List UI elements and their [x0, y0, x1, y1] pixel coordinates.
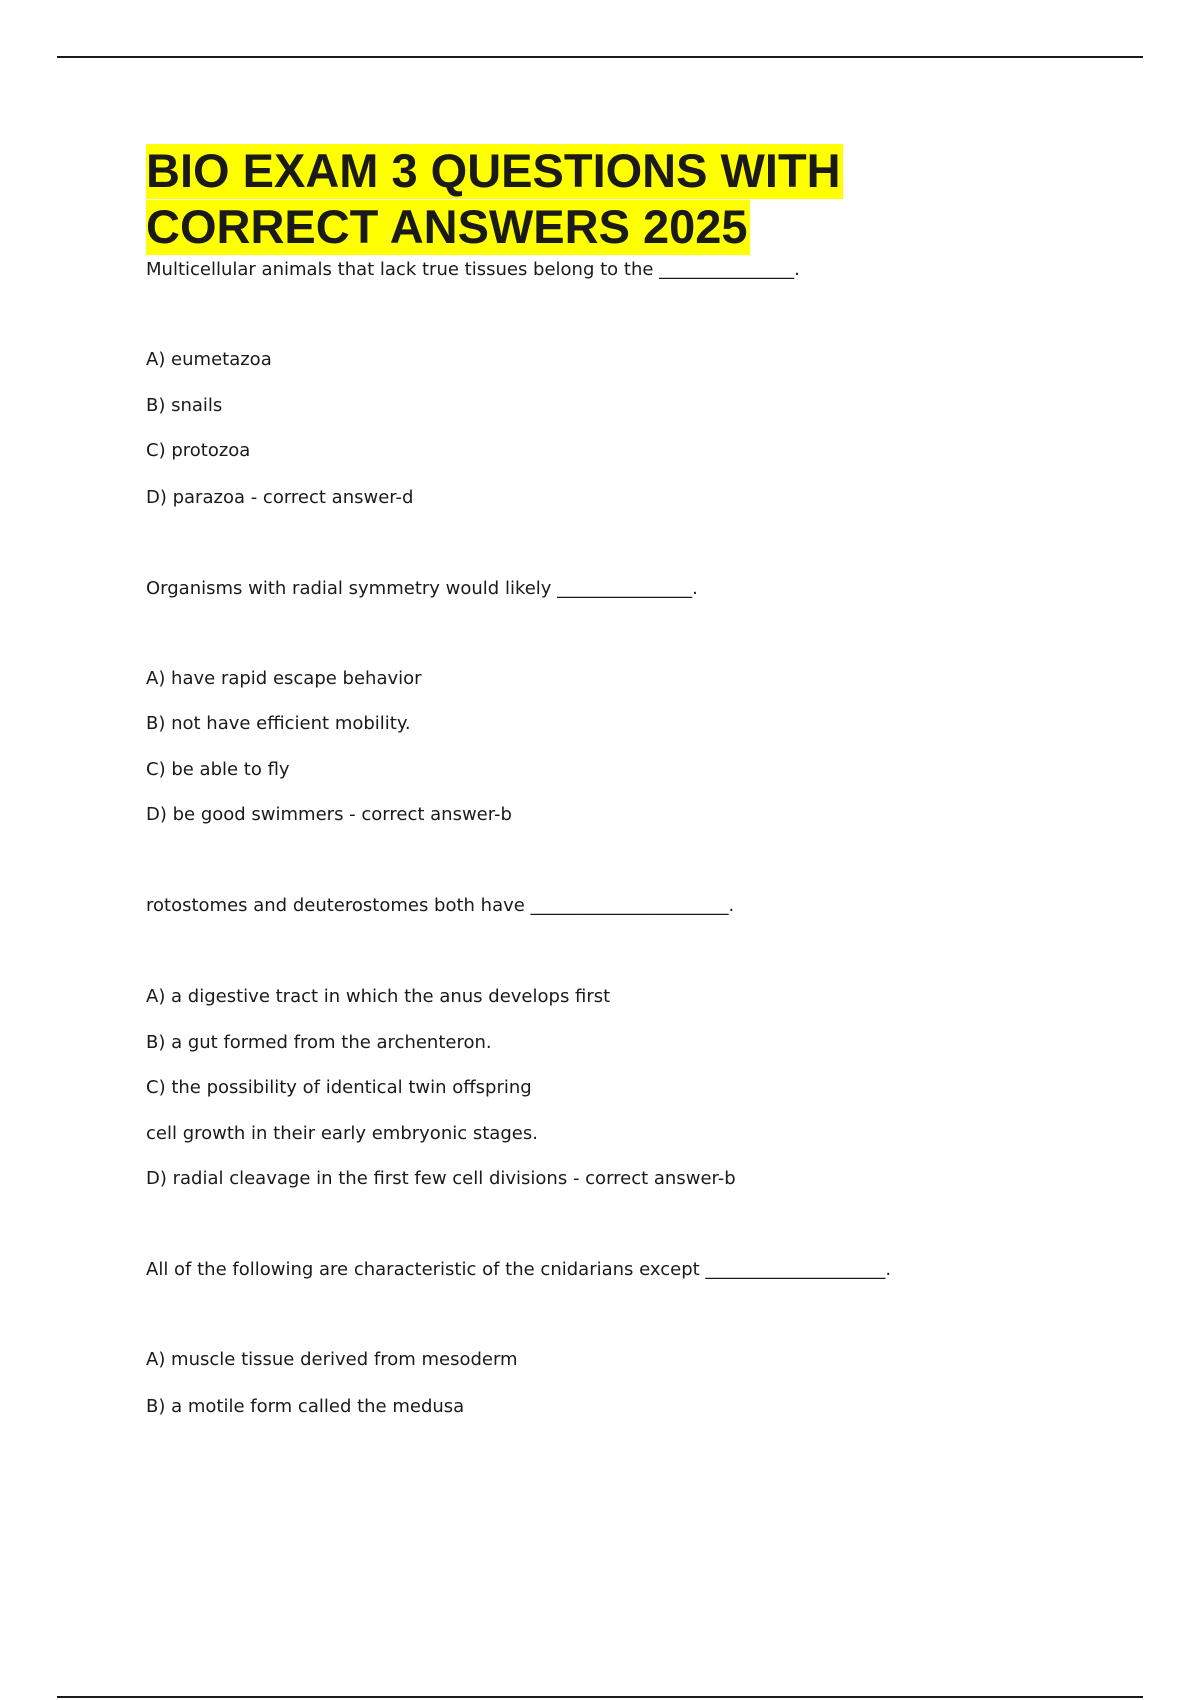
question-2-option-b: B) not have efficient mobility.	[146, 713, 411, 734]
question-3-option-b: B) a gut formed from the archenteron.	[146, 1032, 492, 1053]
question-1-option-d: D) parazoa - correct answer-d	[146, 487, 414, 508]
question-1-prompt: Multicellular animals that lack true tissues belong to the _______________.	[146, 259, 800, 280]
question-4-option-b: B) a motile form called the medusa	[146, 1396, 465, 1417]
document-title-line-2: CORRECT ANSWERS 2025	[146, 200, 748, 253]
question-1-option-a: A) eumetazoa	[146, 349, 272, 370]
top-rule	[57, 56, 1143, 58]
question-3-option-d: D) radial cleavage in the first few cell divisions - correct answer-b	[146, 1168, 736, 1189]
question-4-prompt: All of the following are characteristic of the cnidarians except ____________________.	[146, 1259, 892, 1280]
document-body	[146, 143, 1136, 255]
question-3-option-c: C) the possibility of identical twin offspring	[146, 1077, 532, 1098]
question-3-option-c-continuation: cell growth in their early embryonic stages.	[146, 1123, 538, 1144]
question-1-option-c: C) protozoa	[146, 440, 251, 461]
question-3-prompt: rotostomes and deuterostomes both have ______________________.	[146, 895, 735, 916]
question-4-option-a: A) muscle tissue derived from mesoderm	[146, 1349, 518, 1370]
document-title-line-1: BIO EXAM 3 QUESTIONS WITH	[146, 144, 841, 197]
question-1-option-b: B) snails	[146, 395, 223, 416]
question-2-prompt: Organisms with radial symmetry would likely _______________.	[146, 578, 698, 599]
bottom-rule	[57, 1696, 1143, 1698]
question-2-option-a: A) have rapid escape behavior	[146, 668, 422, 689]
question-2-option-c: C) be able to fly	[146, 759, 290, 780]
question-3-option-a: A) a digestive tract in which the anus develops first	[146, 986, 611, 1007]
question-2-option-d: D) be good swimmers - correct answer-b	[146, 804, 512, 825]
